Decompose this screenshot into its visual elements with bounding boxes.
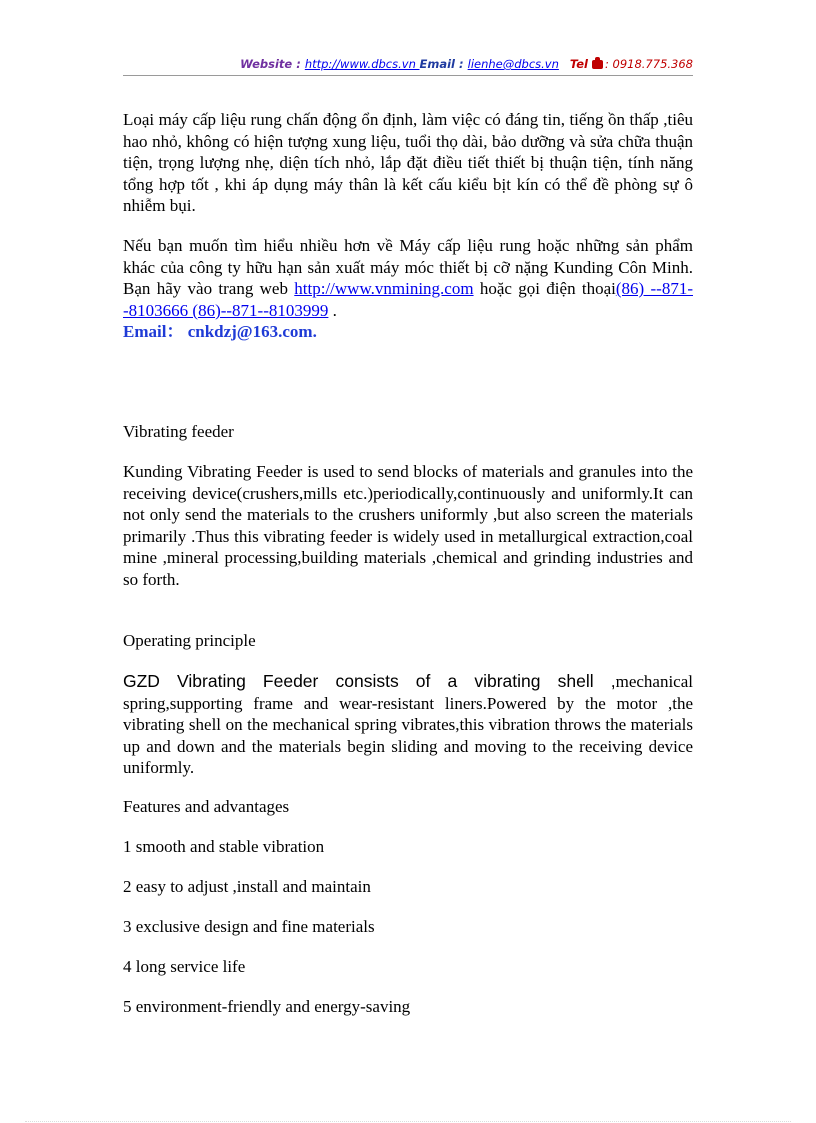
principle-rest: mechanical spring,supporting frame and wear-resistant liners.Powered by the motor ,the vibrating shell on the mechanical spring vibrates,this vibration throws the materials up and down and the materials begin sliding and moving to the receiving device uniformly. xyxy=(123,672,693,778)
feature-item: 3 exclusive design and fine materials xyxy=(123,917,375,936)
feature-item: 4 long service life xyxy=(123,957,246,976)
contact-email: Email： cnkdzj@163.com. xyxy=(123,322,317,342)
feature-item: 1 smooth and stable vibration xyxy=(123,837,325,856)
tel-value: : 0918.775.368 xyxy=(604,57,693,71)
intro-paragraph: Kunding Vibrating Feeder is used to send blocks of materials and granules into the receiving device(crushers,mills etc.)periodically,continuously and uniformly.It can not only send the materials to the crushers uniformly ,but also screen the materials primarily .Thus this vibrating feeder is widely used in metallurgical extraction,coal mine ,mineral processing,building materials ,chemical and grinding industries and so forth. xyxy=(123,462,693,589)
page-header xyxy=(123,57,693,76)
section-title: Vibrating feeder xyxy=(123,422,234,441)
call-text: hoặc gọi điện thoại xyxy=(473,279,616,299)
website-label: Website : xyxy=(240,57,305,71)
feature-item: 2 easy to adjust ,install and maintain xyxy=(123,877,371,896)
principle-paragraph xyxy=(123,671,693,779)
email-label: Email xyxy=(419,57,460,71)
website-link[interactable]: http://www.dbcs.vn xyxy=(304,57,420,71)
phone-links[interactable]: (86) --871--8103666 (86)--871--8103999 xyxy=(123,279,693,320)
vnmining-link[interactable]: http://www.vnmining.com xyxy=(294,279,474,299)
email-separator: : xyxy=(459,57,468,71)
features-heading: Features and advantages xyxy=(123,797,290,816)
vietnamese-paragraph-1: Loại máy cấp liệu rung chấn động ổn định, làm việc có đáng tin, tiếng ồn thấp ,tiêu hao nhỏ, không có hiện tượng xung liệu, tuổi thọ dài, bảo dưỡng và sửa chữa thuận tiện, trọng lượng nhẹ, diện tích nhỏ, lắp đặt điều tiết thiết bị thuận tiện, tính năng tổng hợp tốt , khi áp dụng máy thân là kết cấu kiểu bịt kín có thể đề phòng sự ô nhiễm bụi. xyxy=(123,110,693,216)
principle-heading: Operating principle xyxy=(123,631,256,650)
email-link[interactable]: lienhe@dbcs.vn xyxy=(467,57,559,71)
vietnamese-paragraph-2: Nếu bạn muốn tìm hiểu nhiều hơn về Máy cấp liệu rung hoặc những sản phẩm khác của công ty hữu hạn sản xuất máy móc thiết bị cỡ nặng Kunding Côn Minh. Bạn hãy vào trang web http://www.vnmining.com hoặc gọi điện thoại(86) --871--8103666 (86)--871--8103999 . Email： cnkdzj@163.com. xyxy=(123,236,693,342)
principle-lead: GZD Vibrating Feeder consists of a vibrating shell , xyxy=(123,671,616,691)
feature-item: 5 environment-friendly and energy-saving xyxy=(123,997,411,1016)
phone-icon xyxy=(592,60,603,69)
page-bottom-divider xyxy=(25,1121,791,1122)
contact-text: Nếu bạn muốn tìm hiểu nhiều hơn về Máy cấp liệu rung hoặc những sản phẩm khác của công ty hữu hạn sản xuất máy móc thiết bị cỡ nặng Kunding Côn Minh. Bạn hãy vào trang web xyxy=(123,236,693,299)
tel-label: Tel xyxy=(569,57,592,71)
